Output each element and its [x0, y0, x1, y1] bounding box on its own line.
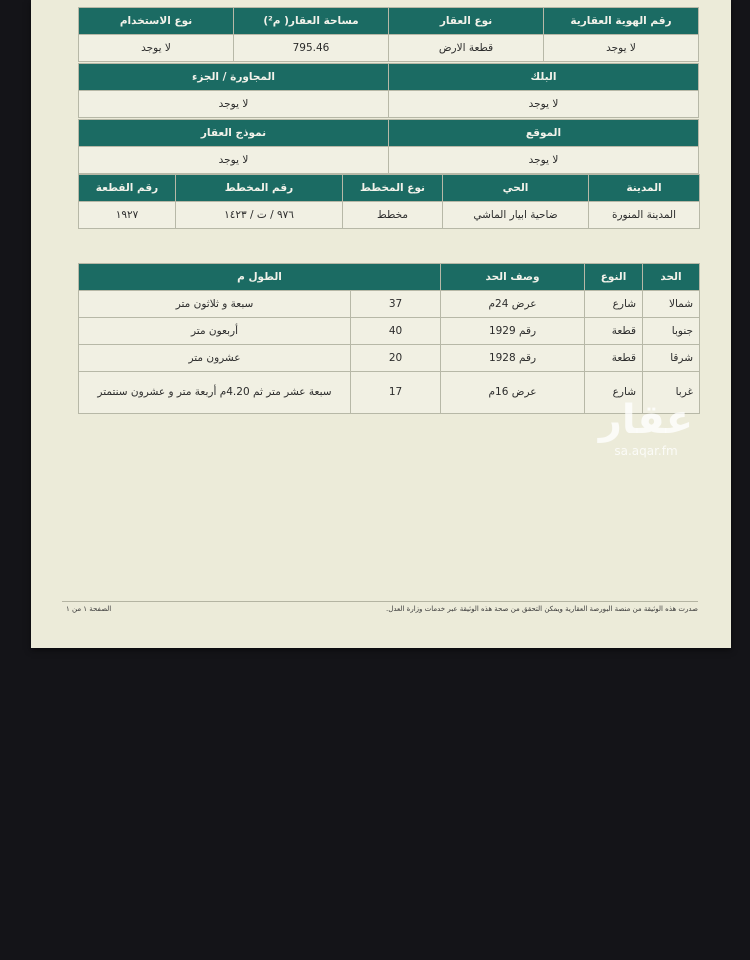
- table-row: [79, 291, 700, 318]
- boundary-length: 40: [351, 318, 441, 345]
- header-city: المدينة: [589, 175, 700, 202]
- value-property-id: لا يوجد: [544, 35, 699, 62]
- block-value-row: [79, 91, 699, 118]
- header-plot-number: رقم القطعة: [79, 175, 176, 202]
- boundary-direction: غربا: [643, 372, 700, 414]
- property-info-value-row: [79, 35, 699, 62]
- header-property-id: رقم الهوية العقارية: [544, 8, 699, 35]
- boundary-length-text: سبعة و ثلاثون متر: [79, 291, 351, 318]
- block-header-row: [79, 64, 699, 91]
- value-location: لا يوجد: [389, 147, 699, 174]
- header-plan-type: نوع المخطط: [343, 175, 443, 202]
- value-plan-type: مخطط: [343, 202, 443, 229]
- header-block: البلك: [389, 64, 699, 91]
- value-city: المدينة المنورة: [589, 202, 700, 229]
- boundary-length: 17: [351, 372, 441, 414]
- value-plan-number: ٩٧٦ / ت / ١٤٢٣: [176, 202, 343, 229]
- header-district: الحي: [443, 175, 589, 202]
- header-property-model: نموذج العقار: [79, 120, 389, 147]
- boundary-type: قطعة: [585, 345, 643, 372]
- property-info-table: [78, 7, 699, 62]
- location-header-row: [79, 120, 699, 147]
- boundary-direction: شمالا: [643, 291, 700, 318]
- plan-info-table: [78, 174, 700, 229]
- boundaries-table: [78, 263, 700, 414]
- table-row: [79, 345, 700, 372]
- value-property-type: قطعة الارض: [389, 35, 544, 62]
- aqar-logo: عقار: [598, 397, 694, 443]
- boundary-length-text: أربعون متر: [79, 318, 351, 345]
- header-plan-number: رقم المخطط: [176, 175, 343, 202]
- boundary-type: شارع: [585, 291, 643, 318]
- property-info-header-row: [79, 8, 699, 35]
- page-number: الصفحة ١ من ١: [66, 605, 112, 613]
- footer-divider: [62, 601, 698, 602]
- header-property-type: نوع العقار: [389, 8, 544, 35]
- header-property-area: مساحة العقار( م²): [234, 8, 389, 35]
- location-table: [78, 119, 699, 174]
- header-boundary-side: الحد: [643, 264, 700, 291]
- boundary-description: عرض 24م: [441, 291, 585, 318]
- aqar-watermark: [590, 397, 702, 467]
- footer-note: صدرت هذه الوثيقة من منصة البورصة العقارية ويمكن التحقق من صحة هذه الوثيقة عبر خدمات وزارة العدل.: [386, 605, 698, 613]
- header-boundary-type: النوع: [585, 264, 643, 291]
- header-usage-type: نوع الاستخدام: [79, 8, 234, 35]
- value-neighborhood-part: لا يوجد: [79, 91, 389, 118]
- value-district: ضاحية ابيار الماشي: [443, 202, 589, 229]
- header-boundary-length: الطول م: [79, 264, 441, 291]
- boundary-direction: جنوبا: [643, 318, 700, 345]
- value-property-area: 795.46: [234, 35, 389, 62]
- boundary-type: قطعة: [585, 318, 643, 345]
- value-plot-number: ١٩٢٧: [79, 202, 176, 229]
- header-neighborhood-part: المجاورة / الجزء: [79, 64, 389, 91]
- boundary-description: رقم 1928: [441, 345, 585, 372]
- header-boundary-description: وصف الحد: [441, 264, 585, 291]
- boundary-direction: شرقا: [643, 345, 700, 372]
- plan-info-value-row: [79, 202, 700, 229]
- header-location: الموقع: [389, 120, 699, 147]
- boundary-length: 20: [351, 345, 441, 372]
- boundary-type: شارع: [585, 372, 643, 414]
- boundary-length-text: عشرون متر: [79, 345, 351, 372]
- boundary-description: عرض 16م: [441, 372, 585, 414]
- table-row: [79, 318, 700, 345]
- aqar-url: sa.aqar.fm: [614, 444, 678, 458]
- plan-info-header-row: [79, 175, 700, 202]
- boundaries-header-row: [79, 264, 700, 291]
- boundary-length: 37: [351, 291, 441, 318]
- value-block: لا يوجد: [389, 91, 699, 118]
- block-table: [78, 63, 699, 118]
- value-usage-type: لا يوجد: [79, 35, 234, 62]
- value-property-model: لا يوجد: [79, 147, 389, 174]
- boundary-length-text: سبعة عشر متر ثم 4.20م أربعة متر و عشرون سنتمتر: [79, 372, 351, 414]
- location-value-row: [79, 147, 699, 174]
- boundary-description: رقم 1929: [441, 318, 585, 345]
